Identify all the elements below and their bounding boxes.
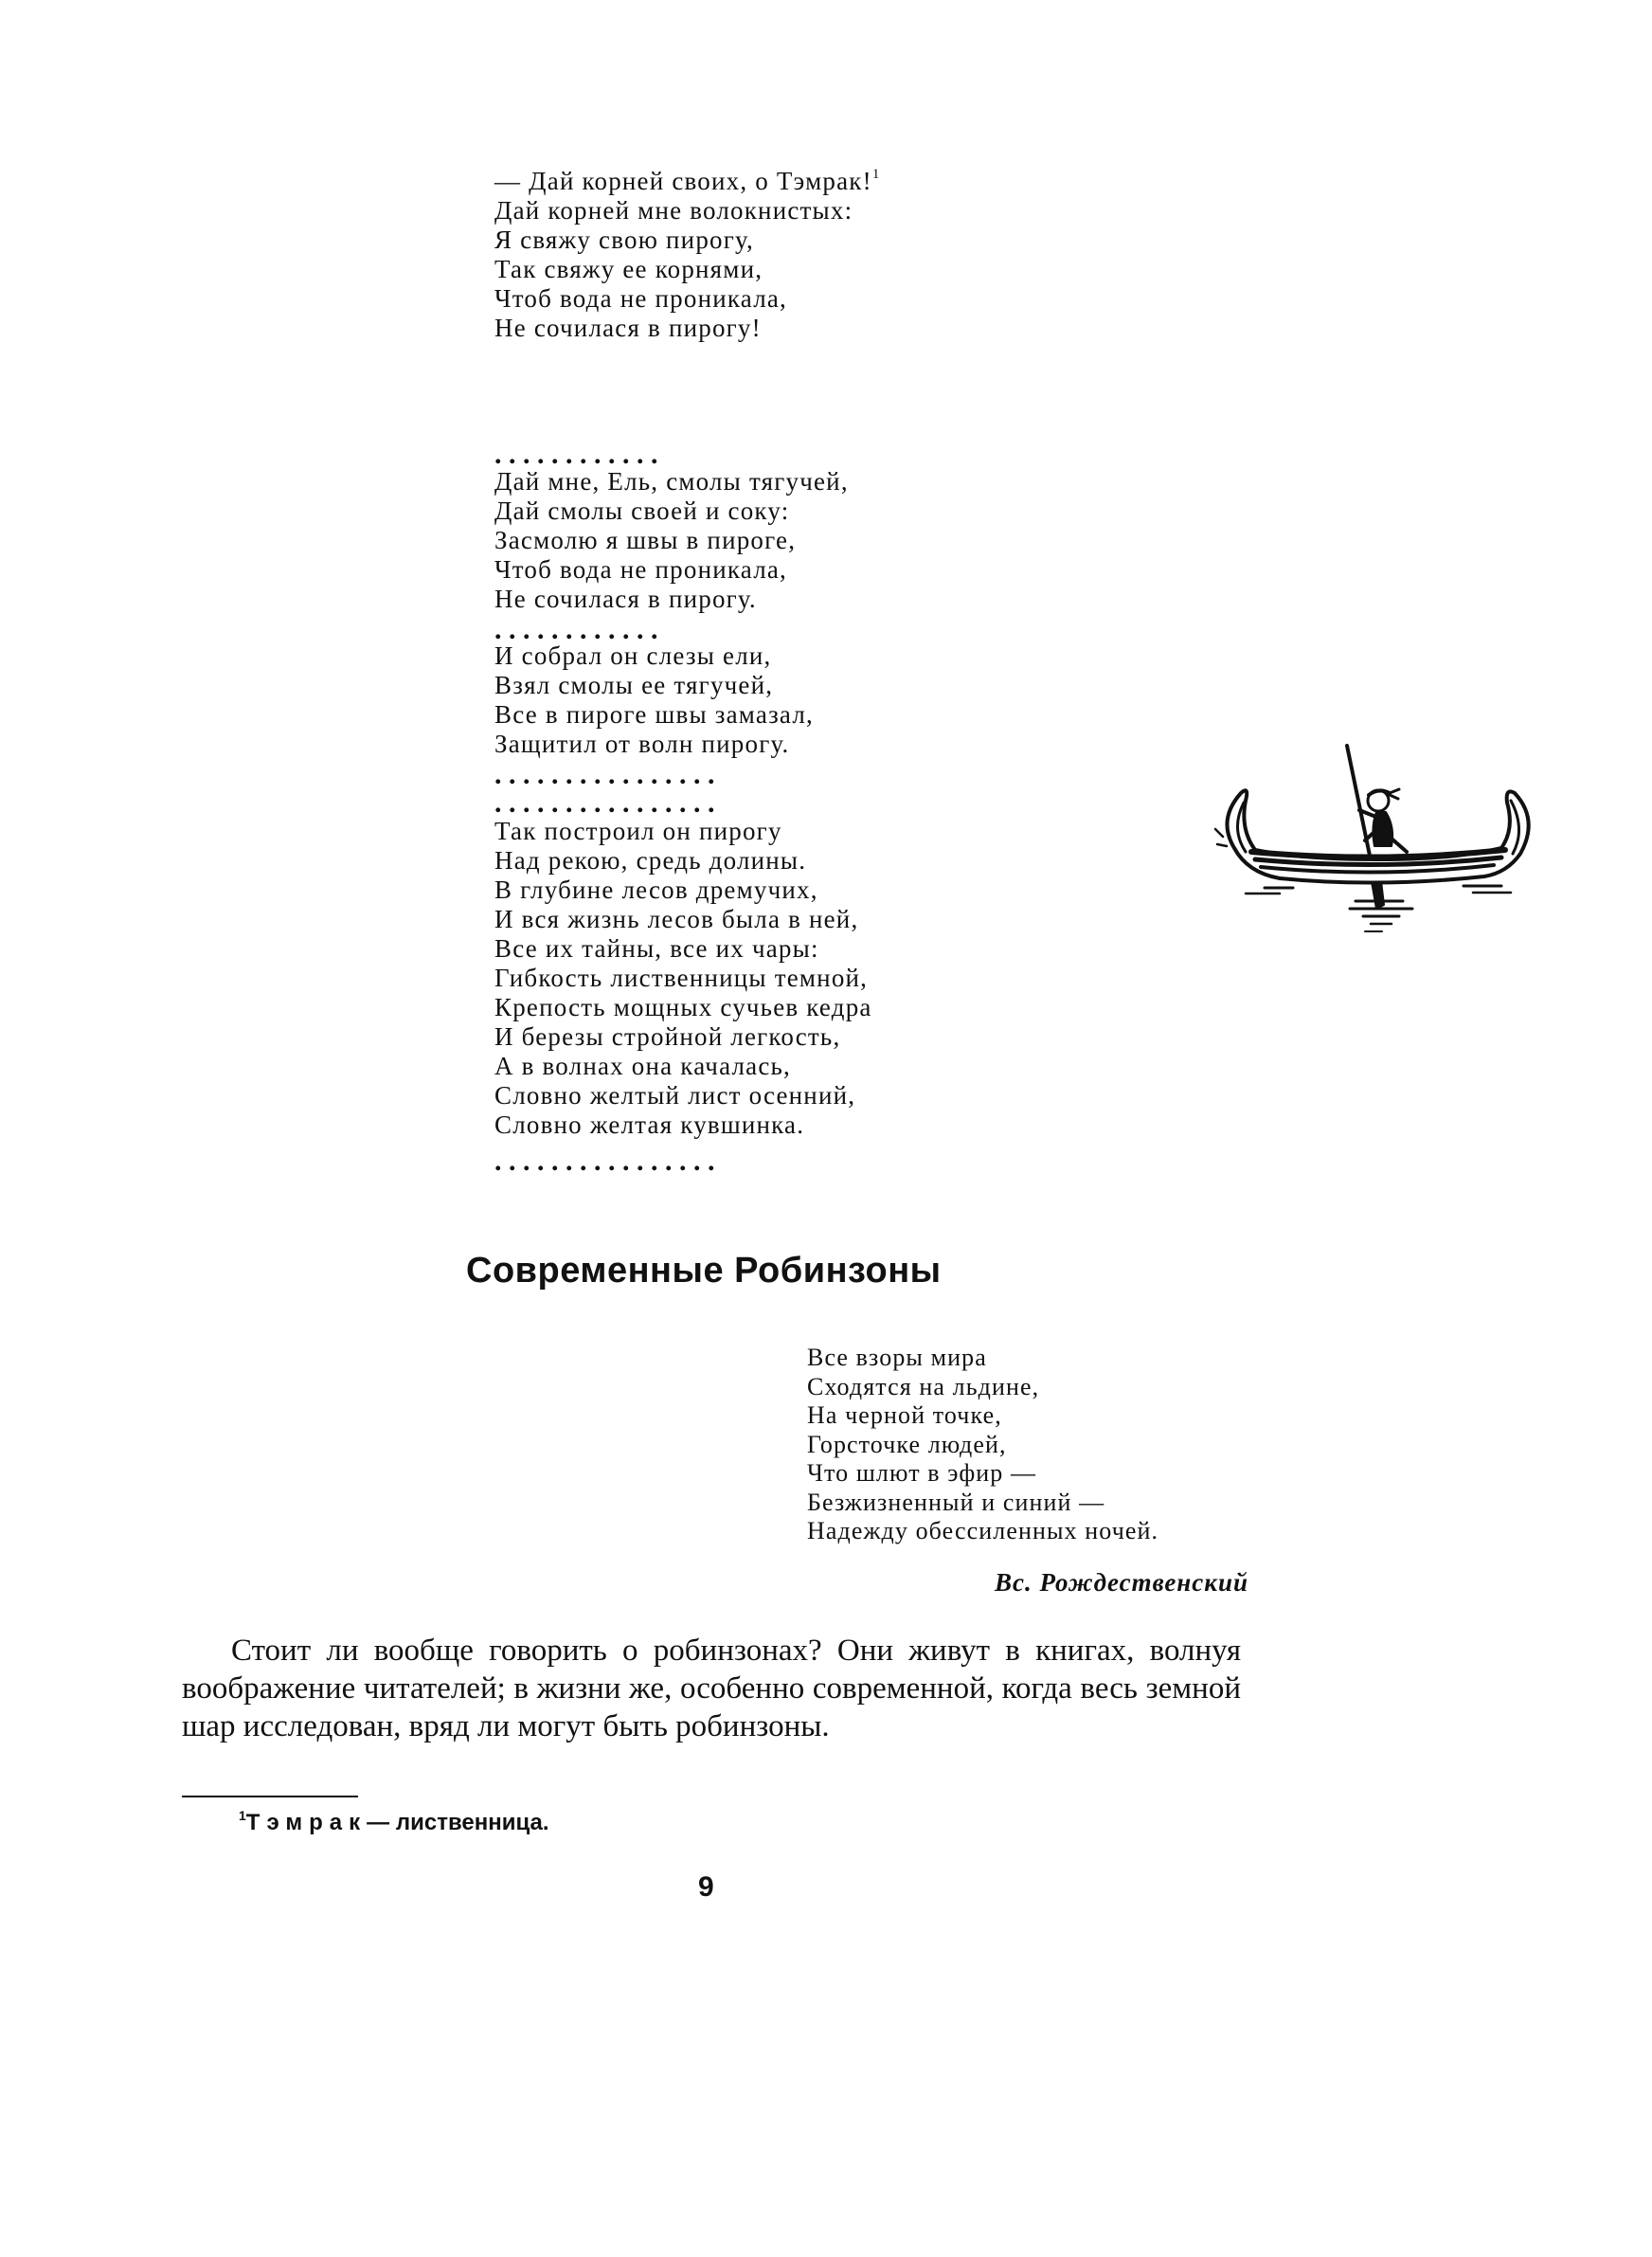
poem-line: Защитил от волн пирогу. xyxy=(494,730,790,758)
ellipsis-separator: . . . . . . . . . . . . . . . . xyxy=(494,787,715,819)
ellipsis-separator: . . . . . . . . . . . . . . . . xyxy=(494,759,715,790)
footnote-divider xyxy=(182,1796,358,1797)
poem-line: Засмолю я швы в пироге, xyxy=(494,526,797,554)
poem-line: Словно желтый лист осенний, xyxy=(494,1081,856,1110)
epigraph-line: На черной точке, xyxy=(807,1401,1002,1429)
poem-line: И собрал он слезы ели, xyxy=(494,641,772,670)
footnote-term: Тэмрак xyxy=(245,1810,368,1835)
footnote-mark: 1 xyxy=(239,1808,246,1823)
page-number: 9 xyxy=(698,1871,714,1903)
poem-line: А в волнах она качалась, xyxy=(494,1052,792,1080)
footnote xyxy=(239,1810,549,1836)
poem-stanza-2 xyxy=(494,467,1082,614)
epigraph xyxy=(807,1344,1248,1546)
poem-line: Крепость мощных сучьев кедра xyxy=(494,993,872,1021)
epigraph-author: Вс. Рождественский xyxy=(995,1568,1248,1597)
poem-line: Словно желтая кувшинка. xyxy=(494,1110,805,1139)
footnote-reference: 1 xyxy=(871,167,881,182)
poem-line: Взял смолы ее тягучей, xyxy=(494,671,774,699)
poem-line: Чтоб вода не проникала, xyxy=(494,555,788,584)
poem-line: Так свяжу ее корнями, xyxy=(494,255,763,283)
footnote-definition: — лиственница. xyxy=(367,1810,549,1835)
section-title: Современные Робинзоны xyxy=(466,1251,942,1291)
poem-line: Все их тайны, все их чары: xyxy=(494,934,819,963)
poem-line: Так построил он пирогу xyxy=(494,817,782,845)
poem-line: Я свяжу свою пирогу, xyxy=(494,226,754,254)
poem-line: Дай мне, Ель, смолы тягучей, xyxy=(494,467,849,496)
epigraph-line: Все взоры мира xyxy=(807,1344,987,1371)
epigraph-line: Безжизненный и синий — xyxy=(807,1488,1105,1516)
poem-line: Гибкость лиственницы темной, xyxy=(494,964,869,992)
epigraph-line: Что шлют в эфир — xyxy=(807,1459,1037,1487)
poem-line: — Дай корней своих, о Тэмрак!$^1$ xyxy=(494,167,881,195)
poem-line: Дай смолы своей и соку: xyxy=(494,497,790,525)
epigraph-line: Горсточке людей, xyxy=(807,1430,1007,1458)
poem-line: Дай корней мне волокнистых: xyxy=(494,196,853,225)
poem-line: Чтоб вода не проникала, xyxy=(494,284,788,313)
poem-line: Над рекою, средь долины. xyxy=(494,846,807,875)
ellipsis-separator: . . . . . . . . . . . . xyxy=(494,439,658,470)
epigraph-line: Сходятся на льдине, xyxy=(807,1372,1040,1400)
poem-stanza-3 xyxy=(494,641,1082,759)
ellipsis-separator: . . . . . . . . . . . . . . . . xyxy=(494,1146,715,1177)
canoe-with-rower-icon xyxy=(1189,734,1549,952)
poem-stanza-1 xyxy=(494,167,1082,343)
ellipsis-separator: . . . . . . . . . . . . xyxy=(494,614,658,645)
poem-line: Не сочилася в пирогу. xyxy=(494,585,757,613)
poem-line: И вся жизнь лесов была в ней, xyxy=(494,905,859,933)
poem-stanza-4 xyxy=(494,817,1082,1140)
poem-line: Все в пироге швы замазал, xyxy=(494,700,814,729)
poem-line: В глубине лесов дремучих, xyxy=(494,876,818,904)
epigraph-line: Надежду обессиленных ночей. xyxy=(807,1517,1159,1544)
poem-line: И березы стройной легкость, xyxy=(494,1022,841,1051)
poem-line: Не сочилася в пирогу! xyxy=(494,314,762,342)
body-paragraph: Стоит ли вообще говорить о робинзонах? Они живут в книгах, волнуя воображение читателей; в жизни же, особенно современной, когда весь земной шар исследован, вряд ли могут быть робинзоны. xyxy=(182,1634,1241,1743)
